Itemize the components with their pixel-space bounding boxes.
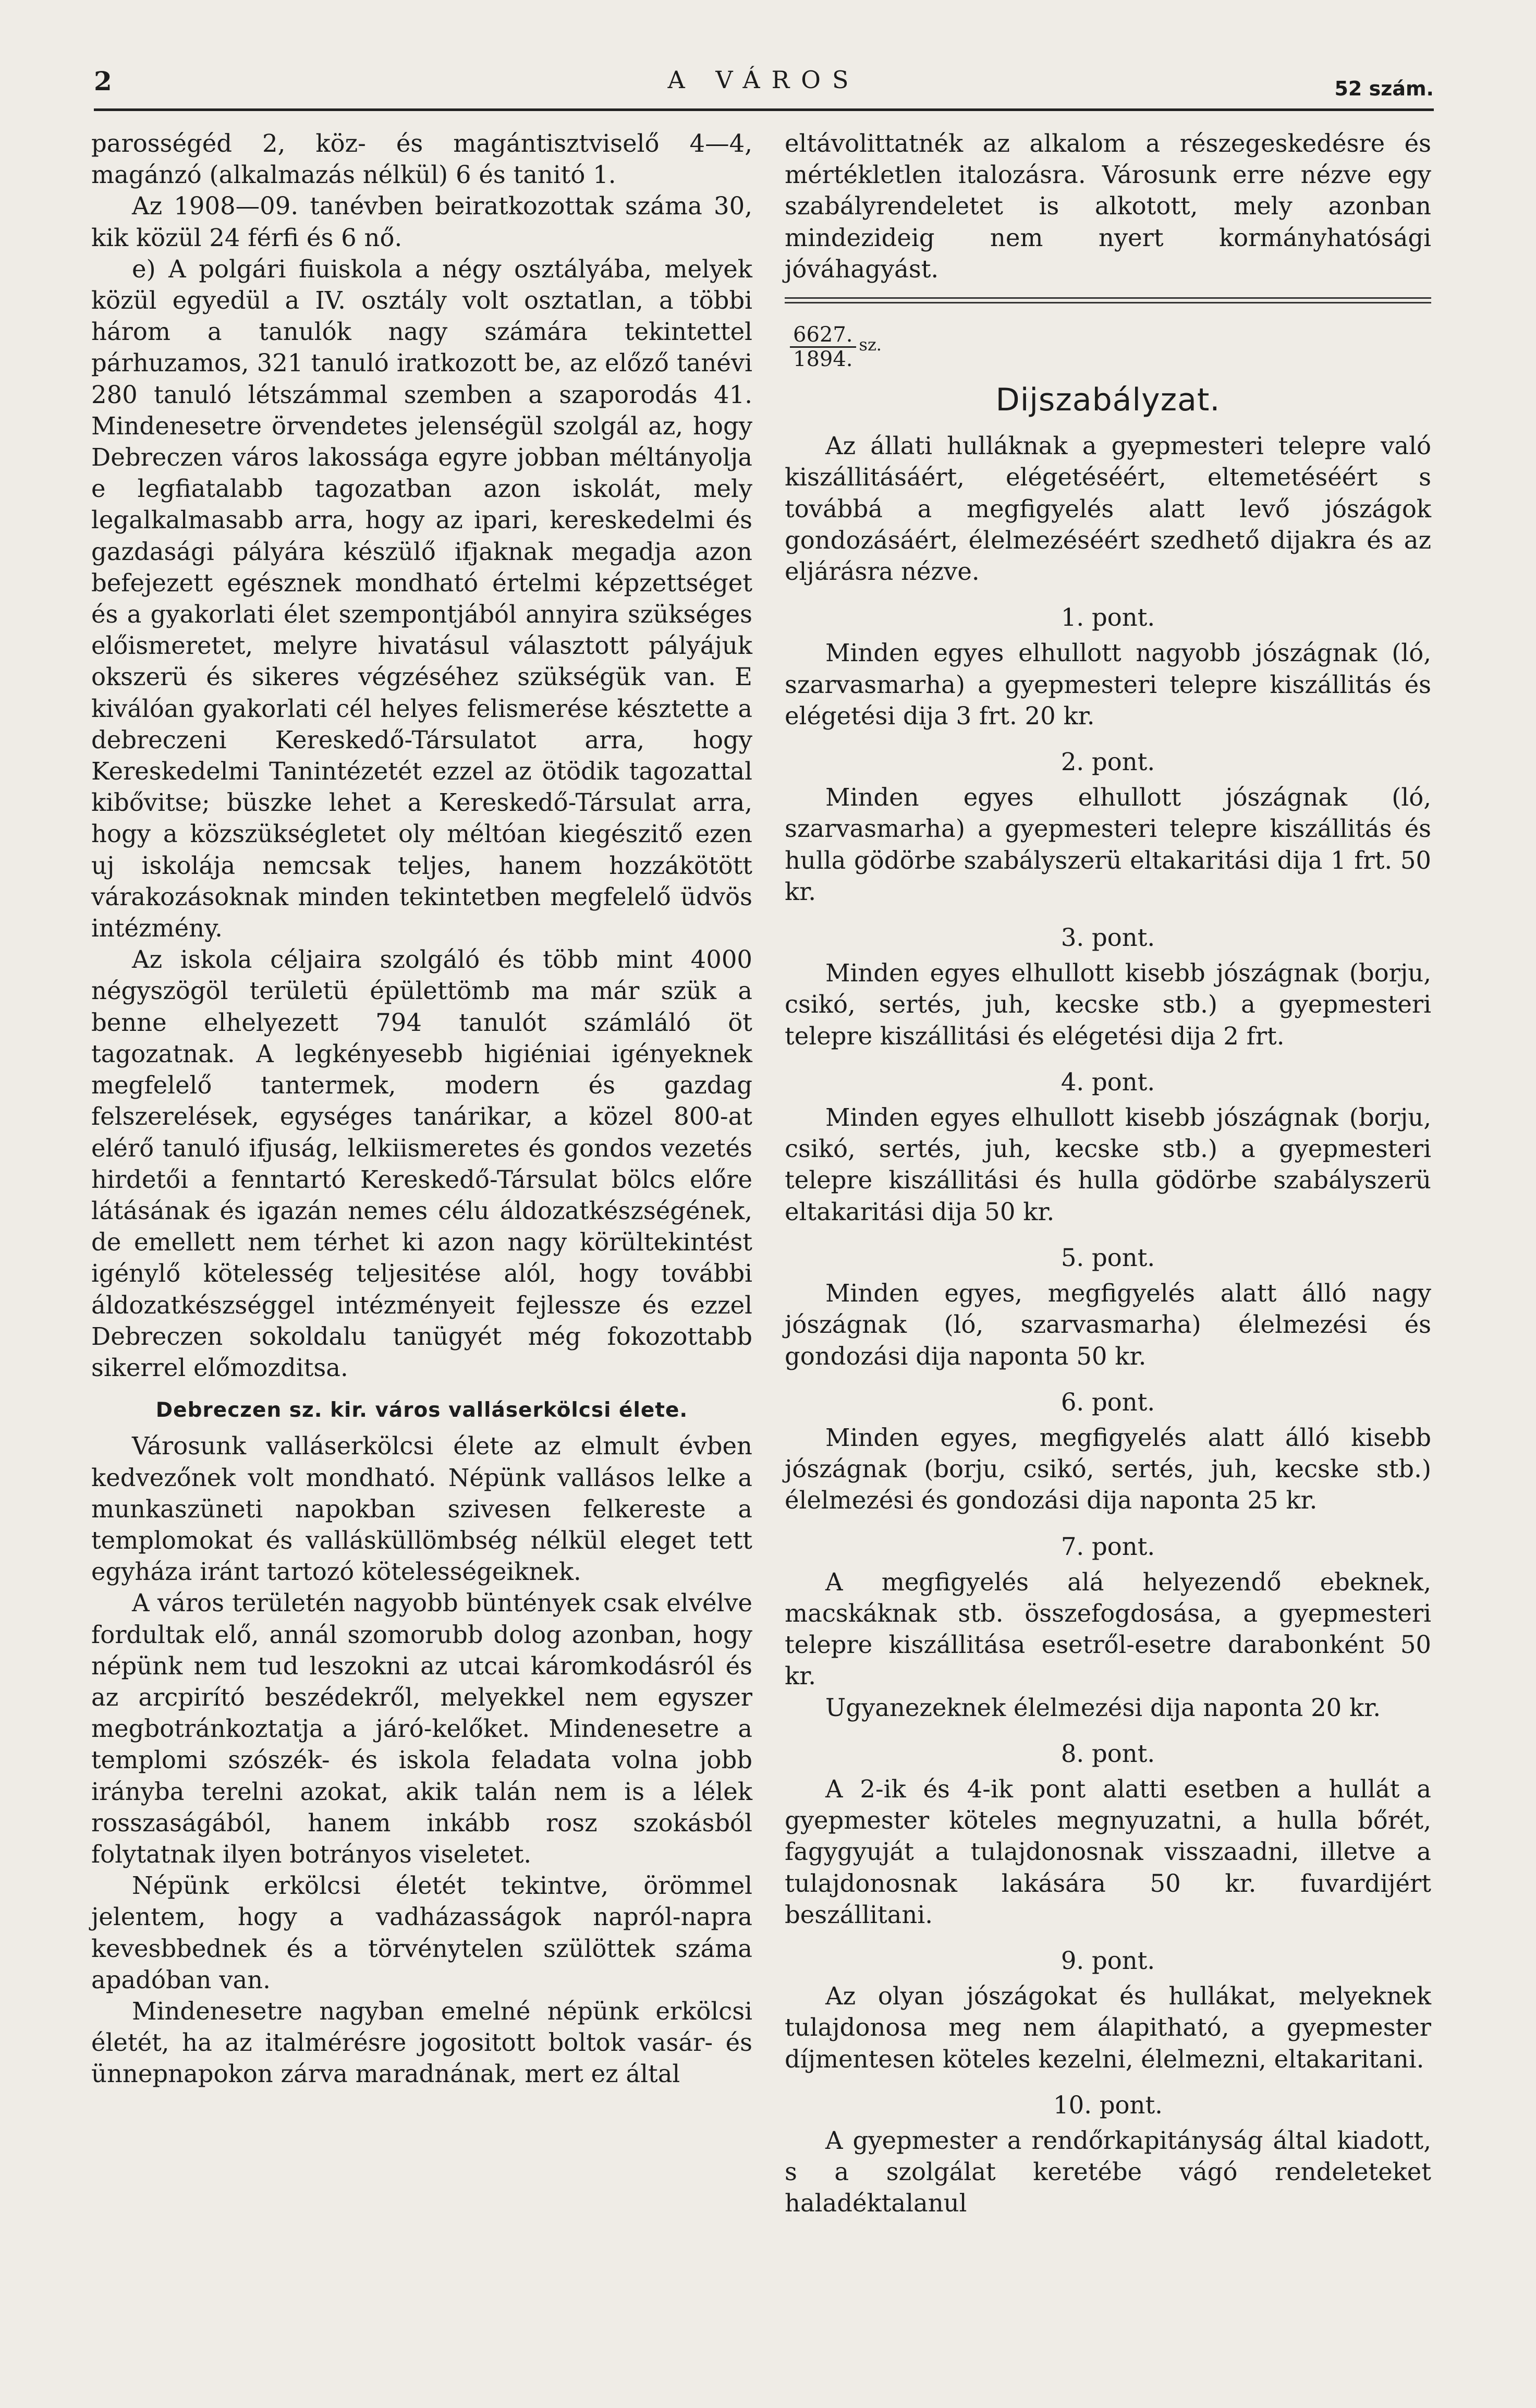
paragraph: eltávolittatnék az alkalom a részegeskedésre és mértékletlen italozásra. Városunk erre nézve egy szabályrendeletet is alkotott, mely azonban mindezideig nem nyert kormányhatósági jóváhagyást. bbox=[785, 129, 1431, 283]
point-label: 4. pont. bbox=[1060, 1067, 1155, 1096]
right-column bbox=[785, 128, 1431, 2219]
point-label: 5. pont. bbox=[1060, 1243, 1155, 1272]
point-text: Minden egyes elhullott kisebb jószágnak (borju, csikó, sertés, juh, kecske stb.) a gyepmesteri telepre kiszállitási és hulla gödörbe szabályszerü eltakaritási dija 50 kr. bbox=[785, 1103, 1431, 1226]
point-text: Minden egyes elhullott kisebb jószágnak (borju, csikó, sertés, juh, kecske stb.) a gyepmesteri telepre kiszállitási és elégetési dija 2 frt. bbox=[785, 959, 1431, 1050]
paragraph: Az 1908—09. tanévben beiratkozottak száma 30, kik közül 24 férfi és 6 nő. bbox=[91, 192, 752, 252]
newspaper-title: A VÁROS bbox=[667, 66, 860, 94]
left-column bbox=[91, 128, 752, 2090]
paragraph: e) A polgári fiuiskola a négy osztályába, melyek közül egyedül a IV. osztály volt osztatlan, a többi három a tanulók nagy számára tekintettel párhuzamos, 321 tanuló iratkozott be, az előző tanévi 280 tanuló létszámmal szemben a szaporodás 41. Mindenesetre örvendetes jelenségül szolgál az, hogy Debreczen város lakossága egyre jobban méltányolja e legfiatalabb tagozatban azon iskolát, mely legalkalmasabb arra, hogy az ipari, kereskedelmi és gazdasági pályára készülő ifjaknak megadja azon befejezett egésznek mondható értelmi képzettséget és a gyakorlati élet szempontjából annyira szükséges előismeretet, melyre hivatásul választott pályájuk okszerü és sikeres végzéséhez szükségük van. E kiválóan gyakorlati cél helyes felismerése késztette a debreczeni Kereskedő-Társulatot arra, hogy Kereskedelmi Tanintézetét ezzel az ötödik tagozattal kibővitse; büszke lehet a Kereskedő-Társulat arra, hogy a közszükségletet oly méltóan kiegészitő ezen uj iskolája nemcsak teljes, hanem hozzákötött várakozásoknak minden tekintetben megfelelő üdvös intézmény. bbox=[91, 254, 752, 943]
registration-number-top: 6627. bbox=[790, 323, 856, 348]
issue-number: 52 szám. bbox=[1334, 77, 1434, 100]
point-text: A 2-ik és 4-ik pont alatti esetben a hullát a gyepmester köteles megnyuzatni, a hulla bőrét, fagygyuját a tulajdonosnak visszaadni, illetve a tulajdonosnak lakására 50 kr. fuvardijért beszállitani. bbox=[785, 1774, 1431, 1929]
regulation-title: Dijszabályzat. bbox=[995, 382, 1221, 419]
page-number: 2 bbox=[94, 66, 112, 96]
point-text-extra: Ugyanezeknek élelmezési dija naponta 20 kr. bbox=[825, 1693, 1381, 1722]
point-label: 7. pont. bbox=[1060, 1532, 1155, 1561]
point-text: Minden egyes elhullott nagyobb jószágnak (ló, szarvasmarha) a gyepmesteri telepre kiszállitás és elégetési dija 3 frt. 20 kr. bbox=[785, 639, 1431, 730]
paragraph: Városunk valláserkölcsi élete az elmult évben kedvezőnek volt mondható. Népünk vallásos lelke a munkaszüneti napokban szivesen felkereste a templomokat és vallásküllömbség nélkül eleget tett egyháza iránt tartozó kötelességeiknek. bbox=[91, 1432, 752, 1586]
section-heading: Debreczen sz. kir. város valláserkölcsi élete. bbox=[155, 1398, 688, 1422]
point-label: 9. pont. bbox=[1060, 1946, 1155, 1975]
point-label: 2. pont. bbox=[1060, 748, 1155, 776]
point-label: 1. pont. bbox=[1060, 603, 1155, 632]
point-text: Minden egyes elhullott jószágnak (ló, szarvasmarha) a gyepmesteri telepre kiszállitás és hulla gödörbe szabályszerü eltakaritási dija 1 frt. 50 kr. bbox=[785, 783, 1431, 906]
point-label: 10. pont. bbox=[1053, 2090, 1163, 2119]
point-text: Minden egyes, megfigyelés alatt álló nagy jószágnak (ló, szarvasmarha) élelmezési és gondozási dija naponta 50 kr. bbox=[785, 1279, 1431, 1370]
section-divider bbox=[785, 297, 1431, 303]
registration-suffix: sz. bbox=[859, 335, 882, 355]
page-header bbox=[94, 62, 1434, 111]
paragraph: Népünk erkölcsi életét tekintve, örömmel jelentem, hogy a vadházasságok napról-napra kevesbbednek és a törvénytelen szülöttek száma apadóban van. bbox=[91, 1871, 752, 1994]
paragraph: A város területén nagyobb büntények csak elvélve fordultak elő, annál szomorubb dolog azonban, hogy népünk nem tud leszokni az utcai káromkodásról és az arcpirító beszédekről, melyekkel nem egyszer megbotránkoztatja a járó-kelőket. Mindenesetre a templomi szószék- és iskola feladata volna jobb irányba terelni azokat, akik talán nem is a lélek rosszaságából, hanem inkább rosz szokásból folytatnak ilyen botrányos viseletet. bbox=[91, 1589, 752, 1868]
paragraph: Az iskola céljaira szolgáló és több mint 4000 négyszögöl területü épülettömb ma már szük a benne elhelyezett 794 tanulót számláló öt tagozatnak. A legkényesebb higiéniai igényeknek megfelelő tantermek, modern és gazdag felszerelések, egységes tanárikar, a közel 800-at elérő tanuló ifjuság, lelkiismeretes és gondos vezetés hirdetői a fenntartó Kereskedő-Társulat bölcs előre látásának és igazán nemes célu áldozatkészségének, de emellett nem térhet ki azon nagy körültekintést igénylő kötelesség teljesitése alól, hogy további áldozatkészséggel intézményeit fejlessze és ezzel Debreczen sokoldalu tanügyét még fokozottabb sikerrel előmozditsa. bbox=[91, 945, 752, 1382]
registration-number-bottom: 1894. bbox=[793, 347, 853, 372]
point-label: 3. pont. bbox=[1060, 923, 1155, 952]
point-text: A megfigyelés alá helyezendő ebeknek, macskáknak stb. összefogdosása, a gyepmesteri telepre kiszállitása esetről-esetre darabonként 50 kr. bbox=[785, 1567, 1431, 1691]
regulation-intro: Az állati hulláknak a gyepmesteri telepre való kiszállitásáért, elégetéséért, eltemetéséért s továbbá a megfigyelés alatt levő jószágok gondozásáért, élelmezéséért szedhető dijakra és az eljárásra nézve. bbox=[785, 432, 1431, 586]
paragraph: parosségéd 2, köz- és magántisztviselő 4—4, magánzó (alkalmazás nélkül) 6 és tanitó 1. bbox=[91, 129, 752, 189]
point-text: Minden egyes, megfigyelés alatt álló kisebb jószágnak (borju, csikó, sertés, juh, kecske stb.) élelmezési és gondozási dija naponta 25 kr. bbox=[785, 1423, 1431, 1515]
point-text: A gyepmester a rendőrkapitányság által kiadott, s a szolgálat keretébe vágó rendeleteket haladéktalanul bbox=[785, 2126, 1431, 2218]
point-label: 6. pont. bbox=[1060, 1388, 1155, 1416]
point-text: Az olyan jószágokat és hullákat, melyeknek tulajdonosa meg nem álapitható, a gyepmester díjmentesen köteles kezelni, élelmezni, eltakaritani. bbox=[785, 1982, 1431, 2073]
registration-number bbox=[785, 319, 1431, 371]
paragraph: Mindenesetre nagyban emelné népünk erkölcsi életét, ha az italmérésre jogositott boltok vasár- és ünnepnapokon zárva maradnának, mert ez által bbox=[91, 1997, 752, 2088]
point-label: 8. pont. bbox=[1060, 1739, 1155, 1768]
